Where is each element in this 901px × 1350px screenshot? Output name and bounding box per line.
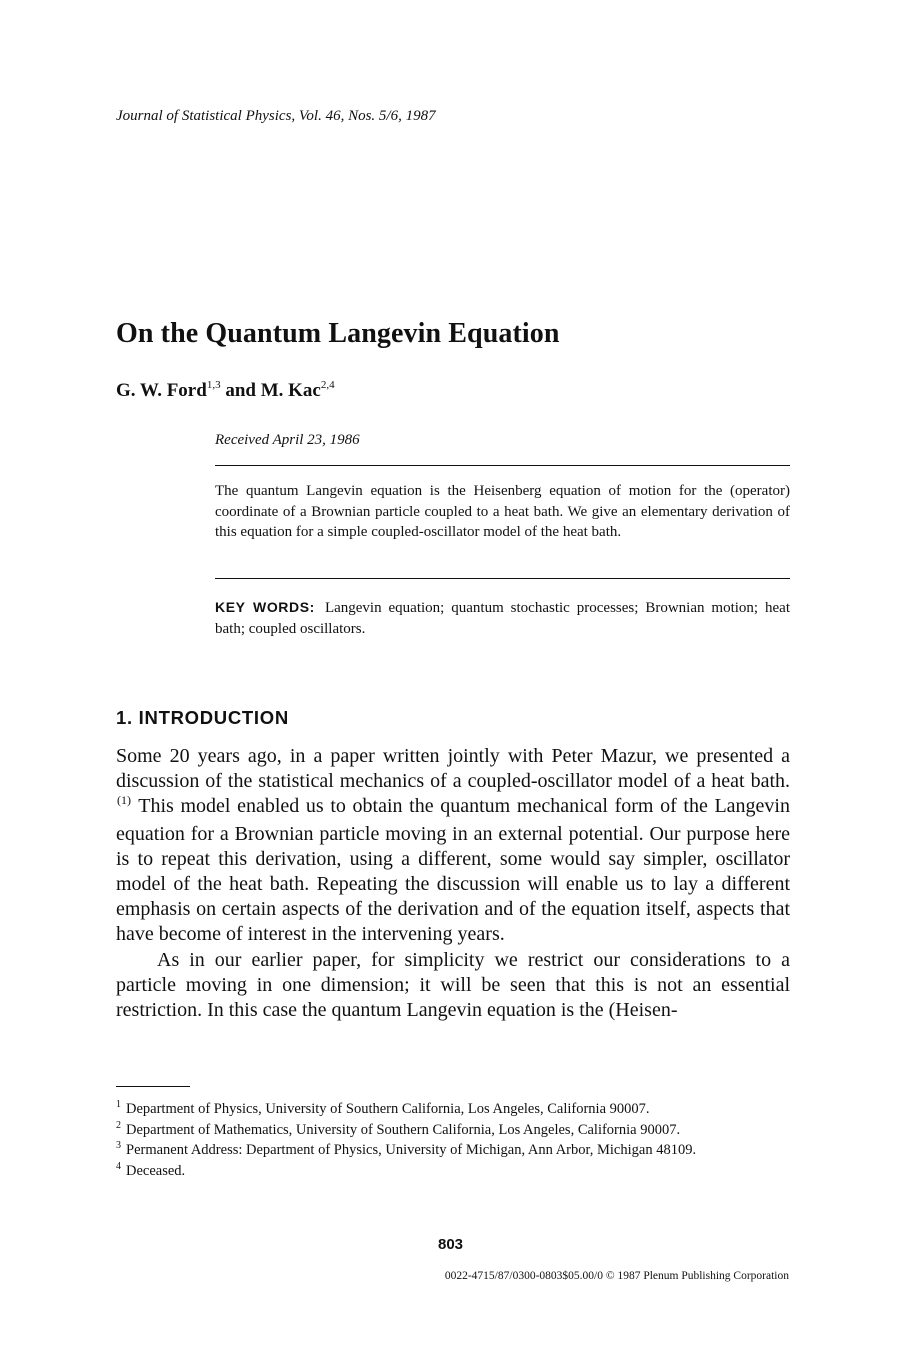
keywords-block xyxy=(215,597,790,639)
copyright-line: 0022-4715/87/0300-0803$05.00/0 © 1987 Plenum Publishing Corporation xyxy=(444,1270,789,1282)
footnotes xyxy=(116,1099,790,1181)
footnote-mark: 2 xyxy=(116,1119,121,1131)
author-affiliation-marks: 1,3 xyxy=(206,379,221,391)
footnote xyxy=(116,1120,790,1141)
footnote-separator xyxy=(116,1086,190,1087)
footnote-mark: 3 xyxy=(116,1140,121,1151)
footnote xyxy=(116,1161,790,1182)
keywords-label: KEY WORDS: xyxy=(215,599,315,615)
footnote-mark: 4 xyxy=(116,1160,121,1172)
footnote xyxy=(116,1140,790,1161)
section-heading-introduction: 1. INTRODUCTION xyxy=(116,707,289,728)
author-affiliation-marks: 2,4 xyxy=(320,379,335,391)
introduction-body xyxy=(116,744,790,1023)
page-number: 803 xyxy=(437,1236,464,1253)
body-paragraph xyxy=(116,744,790,948)
abstract-top-rule xyxy=(215,465,790,466)
author-connector: and xyxy=(225,380,256,401)
author-name: M. Kac xyxy=(260,380,321,401)
journal-citation-header: Journal of Statistical Physics, Vol. 46, Nos. 5/6, 1987 xyxy=(116,108,436,124)
author-name: G. W. Ford xyxy=(116,380,207,401)
footnote-text: Permanent Address: Department of Physics, University of Michigan, Ann Arbor, Michigan 48109. xyxy=(126,1142,697,1158)
footnote-text: Department of Physics, University of Southern California, Los Angeles, California 90007. xyxy=(126,1101,650,1117)
abstract-text: The quantum Langevin equation is the Heisenberg equation of motion for the (operator) coordinate of a Brownian particle coupled to a heat bath. We give an elementary derivation of this equation for a simple coupled-oscillator model of the heat bath. xyxy=(215,483,790,540)
footnote-text: Department of Mathematics, University of Southern California, Los Angeles, California 90007. xyxy=(126,1121,681,1138)
received-date: Received April 23, 1986 xyxy=(215,432,360,448)
paragraph-text: Some 20 years ago, in a paper written jointly with Peter Mazur, we presented a discussion of the statistical mechanics of a coupled-oscillator model of a heat bath. xyxy=(116,745,790,793)
keywords-text: Langevin equation; quantum stochastic processes; Brownian motion; heat bath; coupled oscillators. xyxy=(215,600,790,637)
article-title: On the Quantum Langevin Equation xyxy=(116,318,560,349)
abstract-bottom-rule xyxy=(215,578,790,579)
paragraph-text: This model enabled us to obtain the quantum mechanical form of the Langevin equation for a Brownian particle moving in an external potential. Our purpose here is to repeat this derivation, using a different, some would say simpler, oscillator model of the heat bath. Repeating the discussion will enable us to lay a different emphasis on certain aspects of the derivation and of the equation itself, aspects that have become of interest in the intervening years. xyxy=(116,795,790,946)
author-line xyxy=(116,380,335,402)
citation-reference: (1) xyxy=(117,793,131,808)
footnote xyxy=(116,1099,790,1120)
footnote-text: Deceased. xyxy=(126,1162,186,1179)
footnote-mark: 1 xyxy=(116,1099,121,1110)
body-paragraph: As in our earlier paper, for simplicity we restrict our considerations to a particle moving in one dimension; it will be seen that this is not an essential restriction. In this case the quantum Langevin equation is the (Heisen- xyxy=(116,948,790,1022)
